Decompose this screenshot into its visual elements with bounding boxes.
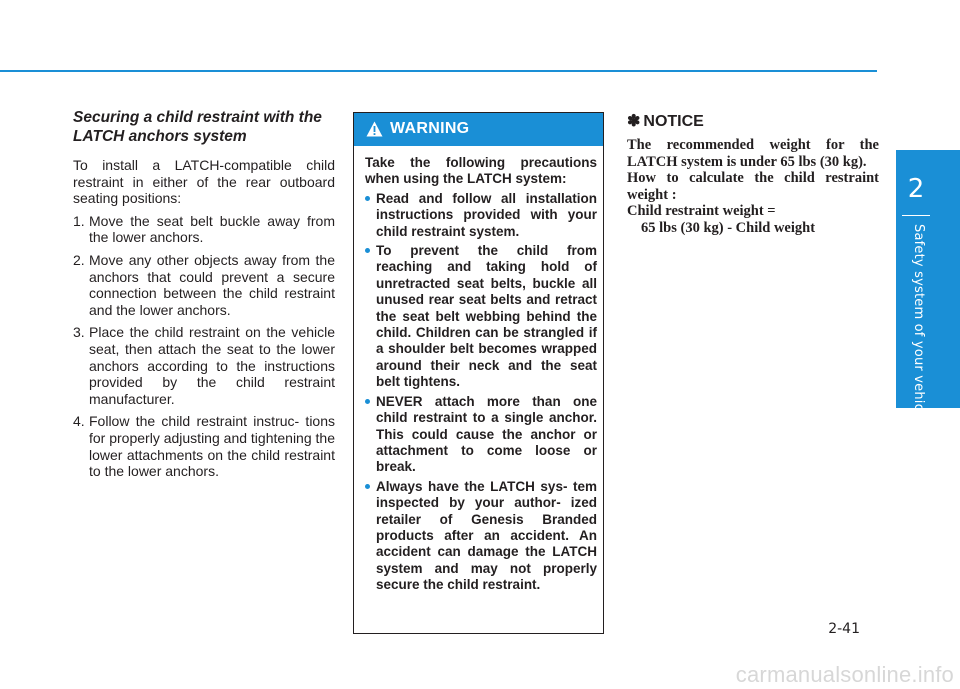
warning-triangle-icon [366, 121, 383, 137]
intro-paragraph: To install a LATCH-compatible child restraint in either of the rear outboard seating positions: [73, 157, 335, 207]
step-number: 3. [73, 324, 85, 341]
step-item [73, 252, 335, 318]
warning-item [365, 243, 597, 391]
notice-title-text: NOTICE [643, 113, 704, 130]
notice-formula: 65 lbs (30 kg) - Child weight [641, 219, 816, 236]
notice-line: How to calculate the child restraint weight : [627, 170, 879, 203]
bullet-icon [365, 399, 370, 404]
warning-item-text: NEVER attach more than one child restraint to a single anchor. This could cause the anchor or attachment to come loose or break. [376, 393, 597, 475]
step-item [73, 324, 335, 407]
notice-line: The recommended weight for the LATCH system is under 65 lbs (30 kg). [627, 137, 879, 170]
warning-item [365, 479, 597, 594]
notice-line: Child restraint weight = [627, 203, 776, 220]
bullet-icon [365, 196, 370, 201]
warning-label: WARNING [390, 120, 470, 137]
chapter-side-tab[interactable] [896, 150, 960, 423]
warning-item-text: To prevent the child from reaching and taking hold of unretracted seat belts, buckle all unused rear seat belts and retract the seat belt webbing behind the child. Children can be strangled if a shoulder belt becomes wrapped around their neck and the seat belt tightens. [376, 243, 597, 390]
step-number: 4. [73, 413, 85, 430]
chapter-title: Safety system of your vehicle [911, 224, 926, 423]
steps-list [73, 213, 335, 480]
warning-header [354, 113, 603, 146]
chapter-number: 2 [907, 174, 925, 204]
step-item [73, 213, 335, 246]
warning-item-text: Read and follow all installation instructions provided with your child restraint system. [376, 190, 597, 239]
asterisk-icon: ✽ [627, 113, 641, 130]
step-number: 2. [73, 251, 85, 268]
warning-box [353, 112, 604, 634]
step-text: Move the seat belt buckle away from the lower anchors. [89, 212, 335, 246]
warning-item-text: Always have the LATCH sys- tem inspected by your author- ized retailer of Genesis Branded products after an accident. An accident can damage the LATCH system and may not properly secure the child restraint. [376, 478, 597, 593]
notice-section [627, 111, 879, 237]
watermark: carmanualsonline.info [735, 662, 954, 687]
bullet-icon [365, 484, 370, 489]
warning-list [365, 191, 597, 594]
bullet-icon [365, 248, 370, 253]
warning-intro: Take the following precautions when using the LATCH system: [365, 155, 597, 187]
left-column [73, 108, 335, 486]
header-rule [0, 70, 877, 72]
section-title: Securing a child restraint with the LATCH anchors system [73, 109, 322, 145]
notice-title [627, 111, 879, 131]
step-item [73, 413, 335, 479]
step-text: Place the child restraint on the vehicle seat, then attach the seat to the lower anchors according to the instructions provided by the child restraint manufacturer. [89, 324, 335, 407]
chapter-divider [902, 215, 930, 216]
page-number: 2-41 [828, 621, 860, 637]
step-text: Move any other objects away from the anchors that could prevent a secure connection between the child restraint and the lower anchors. [89, 251, 335, 318]
warning-body [354, 146, 603, 594]
warning-item [365, 394, 597, 476]
warning-item [365, 191, 597, 240]
step-text: Follow the child restraint instruc- tions for properly adjusting and tightening the lower attachments on the child restraint to the lower anchors. [89, 413, 335, 480]
step-number: 1. [73, 212, 85, 229]
